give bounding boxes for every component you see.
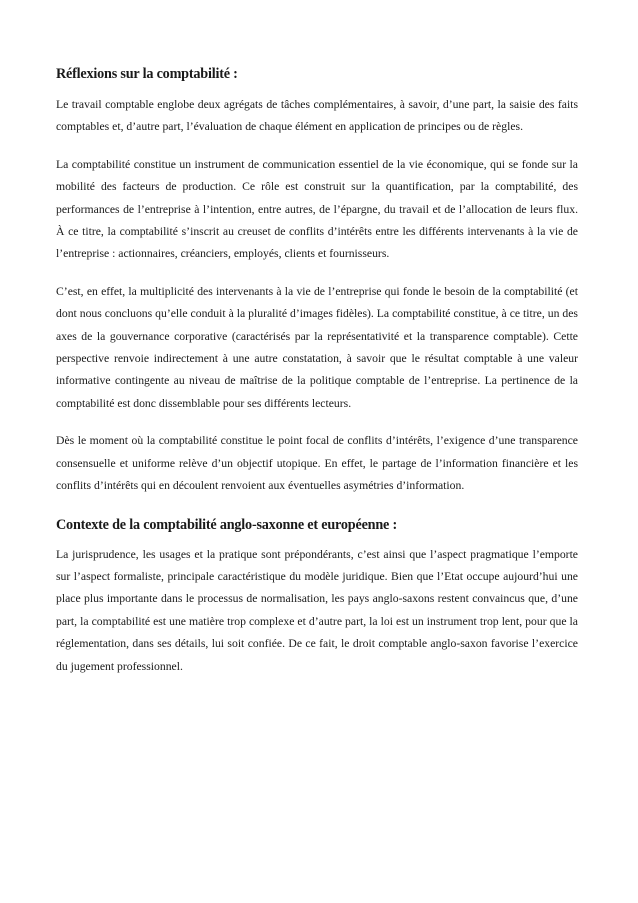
paragraph: La comptabilité constitue un instrument de communication essentiel de la vie économique, qui se fonde sur la mobilité des facteurs de production. Ce rôle est construit sur la quantification, par la comptabilité, des performances de l’entreprise à l’intention, entre autres, de l’épargne, du travail et de l’allocation de leurs flux. À ce titre, la comptabilité s’inscrit au creuset de conflits d’intérêts entre les différents intervenants à la vie de l’entreprise : actionnaires, créanciers, employés, clients et fournisseurs. <box>56 157 578 261</box>
paragraph: C’est, en effet, la multiplicité des intervenants à la vie de l’entreprise qui fonde le besoin de la comptabilité (et dont nous concluons qu’elle conduit à la pluralité d’images fidèles). La comptabilité constitue, à ce titre, un des axes de la gouvernance corporative (caractérisés par la représentativité et la transparence comptable). Cette perspective renvoie indirectement à une autre constatation, à savoir que le résultat comptable à une valeur informative contingente au niveau de maîtrise de la politique comptable de l’entreprise. La pertinence de la comptabilité est donc dissemblable pour ses différents lecteurs. <box>56 284 578 410</box>
paragraph: Le travail comptable englobe deux agrégats de tâches complémentaires, à savoir, d’une part, la saisie des faits comptables et, d’autre part, l’évaluation de chaque élément en application de principes ou de règles. <box>56 98 578 134</box>
paragraph: La jurisprudence, les usages et la pratique sont prépondérants, c’est ainsi que l’aspect pragmatique l’emporte sur l’aspect formaliste, principale caractéristique du modèle juridique. Bien que l’Etat occupe aujourd’hui une place plus importante dans le processus de normalisation, les pays anglo-saxons restent convaincus que, d’une part, la comptabilité est une matière trop complexe et d’autre part, la loi est un instrument trop lent, pour que la réglementation, dans ses détails, lui soit confiée. De ce fait, le droit comptable anglo-saxon favorise l’exercice du jugement professionnel. <box>56 547 578 673</box>
section-heading-contexte: Contexte de la comptabilité anglo-saxonne et européenne : <box>56 516 398 533</box>
section-heading-reflexions: Réflexions sur la comptabilité : <box>56 66 238 82</box>
document-page <box>56 64 578 678</box>
paragraph: Dès le moment où la comptabilité constitue le point focal de conflits d’intérêts, l’exigence d’une transparence consensuelle et uniforme relève d’un objectif utopique. En effet, le partage de l’information financière et les conflits d’intérêts qui en découlent renvoient aux éventuelles asymétries d’information. <box>56 434 578 493</box>
